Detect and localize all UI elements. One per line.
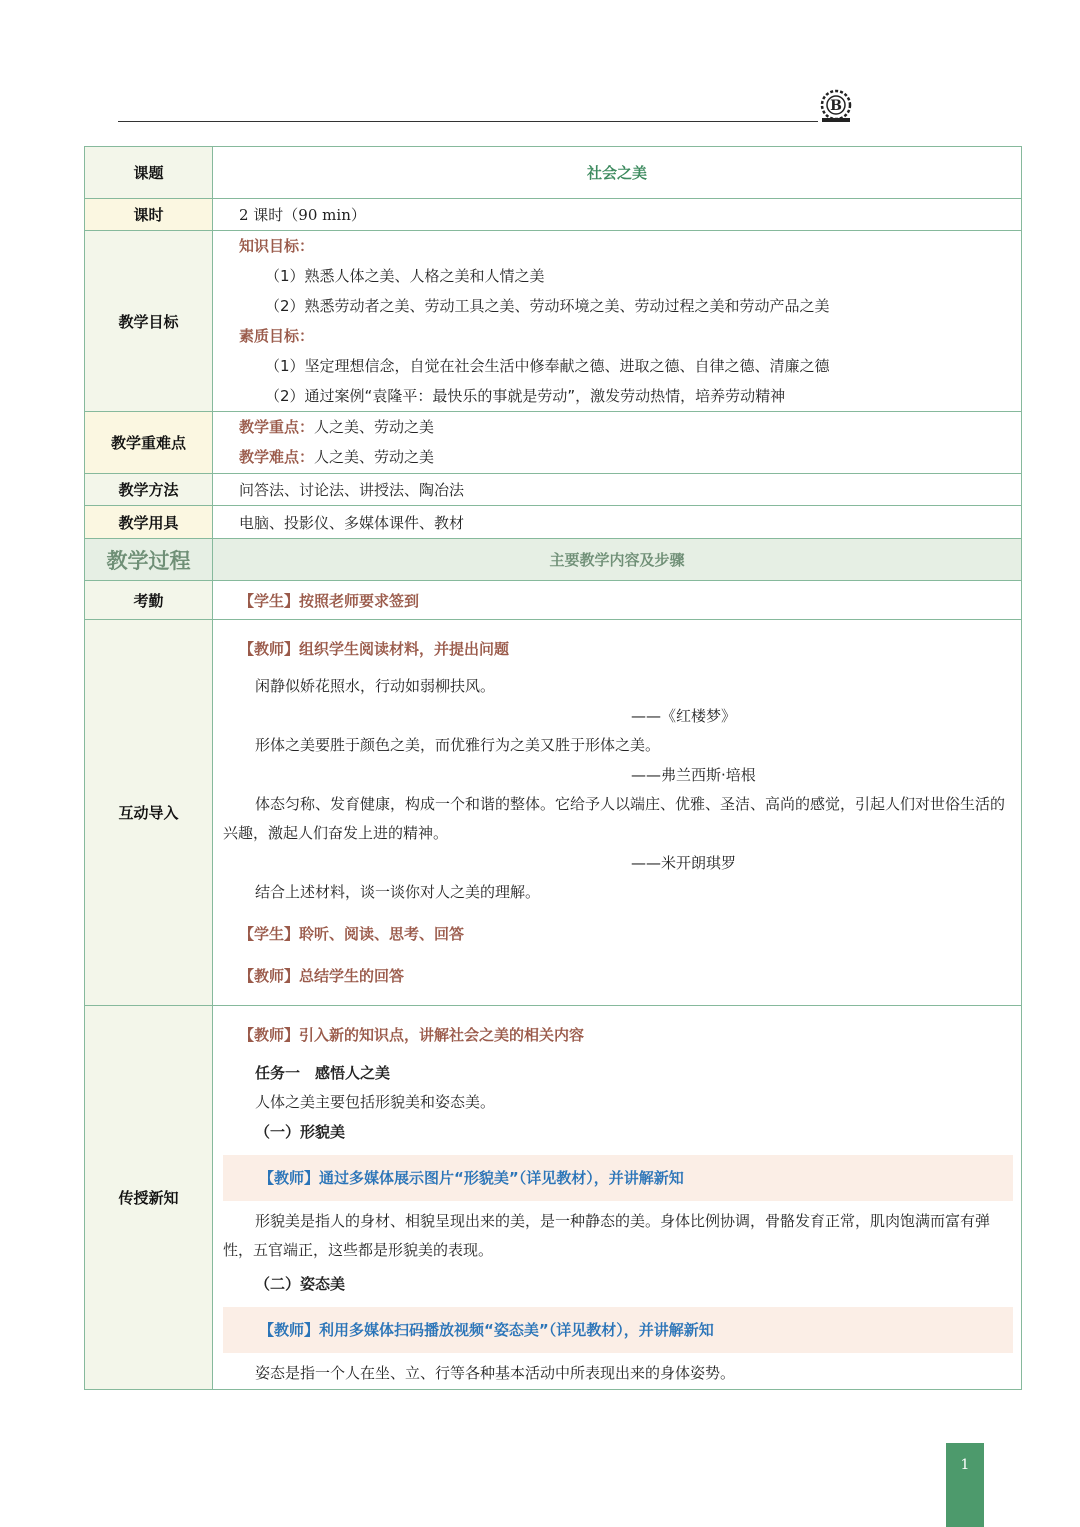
label-attendance: 考勤: [85, 581, 213, 620]
tools-value: 电脑、投影仪、多媒体课件、教材: [239, 513, 465, 532]
row-methods: [85, 474, 1022, 506]
svg-text:B: B: [830, 98, 842, 114]
knowledge-goal-title: 知识目标：: [239, 237, 315, 255]
process-header: 主要教学内容及步骤: [213, 539, 1022, 581]
knowledge-goal-2: （2）熟悉劳动者之美、劳动工具之美、劳动环境之美、劳动过程之美和劳动产品之美: [265, 297, 830, 315]
intro-teacher-1: 【教师】组织学生阅读材料，并提出问题: [239, 640, 510, 658]
row-hours: [85, 199, 1022, 231]
intro-source-2: ——弗兰西斯·培根: [631, 766, 756, 784]
row-goals: [85, 231, 1022, 412]
knowledge-goal-1: （1）熟悉人体之美、人格之美和人情之美: [265, 267, 545, 285]
intro-source-1: ——《红楼梦》: [631, 707, 737, 725]
row-tools: [85, 506, 1022, 539]
lesson-plan-table: [84, 146, 1022, 1390]
methods-value: 问答法、讨论法、讲授法、陶冶法: [239, 481, 465, 499]
page-number: 1: [946, 1443, 984, 1527]
intro-quote-1: 闲静似娇花照水，行动如弱柳扶风。: [255, 677, 496, 695]
intro-teacher-2: 【教师】总结学生的回答: [239, 967, 405, 985]
label-process: 教学过程: [85, 539, 213, 581]
new-teacher-1: 【教师】引入新的知识点，讲解社会之美的相关内容: [239, 1026, 585, 1044]
label-new-knowledge: 传授新知: [85, 1006, 213, 1390]
focus-value: 人之美、劳动之美: [314, 418, 435, 436]
row-topic: [85, 147, 1022, 199]
appearance-paragraph: 形貌美是指人的身材、相貌呈现出来的美，是一种静态的美。身体比例协调，骨骼发育正常，肌肉饱满而富有弹性，五官端正，这些都是形貌美的表现。: [223, 1212, 991, 1259]
header-rule: [118, 121, 818, 122]
quality-goal-2: （2）通过案例“袁隆平：最快乐的事就是劳动”，激发劳动热情，培养劳动精神: [265, 387, 786, 405]
posture-paragraph: 姿态是指一个人在坐、立、行等各种基本活动中所表现出来的身体姿势。: [255, 1364, 736, 1382]
task-title: 任务一 感悟人之美: [255, 1064, 391, 1082]
subtitle-appearance: （一）形貌美: [255, 1123, 346, 1141]
label-methods: 教学方法: [85, 474, 213, 506]
intro-question: 结合上述材料，谈一谈你对人之美的理解。: [255, 883, 541, 901]
intro-quote-3: 体态匀称、发育健康，构成一个和谐的整体。它给予人以端庄、优雅、圣洁、高尚的感觉，引起人们对世俗生活的兴趣，激起人们奋发上进的精神。: [223, 795, 1006, 842]
label-key-points: 教学重难点: [85, 412, 213, 474]
intro-source-3: ——米开朗琪罗: [631, 854, 737, 872]
row-process-header: [85, 539, 1022, 581]
row-attendance: [85, 581, 1022, 620]
row-key-points: [85, 412, 1022, 474]
lesson-title: 社会之美: [213, 147, 1022, 199]
teacher-banner-2: 【教师】利用多媒体扫码播放视频“姿态美”（详见教材），并讲解新知: [223, 1307, 1013, 1353]
hours-value: 2 课时（90 min）: [239, 206, 366, 224]
label-tools: 教学用具: [85, 506, 213, 539]
quality-goal-1: （1）坚定理想信念，自觉在社会生活中修奉献之德、进取之德、自律之德、清廉之德: [265, 357, 830, 375]
row-new-knowledge: [85, 1006, 1022, 1390]
row-intro: [85, 620, 1022, 1006]
focus-label: 教学重点：: [239, 418, 315, 436]
attendance-value: 【学生】按照老师要求签到: [239, 591, 420, 610]
difficulty-value: 人之美、劳动之美: [314, 448, 435, 466]
task-intro: 人体之美主要包括形貌美和姿态美。: [255, 1093, 496, 1111]
intro-quote-2: 形体之美要胜于颜色之美，而优雅行为之美又胜于形体之美。: [255, 736, 661, 754]
intro-student: 【学生】聆听、阅读、思考、回答: [239, 925, 465, 943]
publisher-logo-icon: [816, 88, 856, 124]
label-intro: 互动导入: [85, 620, 213, 1006]
subtitle-posture: （二）姿态美: [255, 1275, 346, 1293]
teacher-banner-1: 【教师】通过多媒体展示图片“形貌美”（详见教材），并讲解新知: [223, 1155, 1013, 1201]
difficulty-label: 教学难点：: [239, 448, 315, 466]
label-hours: 课时: [85, 199, 213, 231]
label-topic: 课题: [85, 147, 213, 199]
quality-goal-title: 素质目标：: [239, 327, 315, 345]
label-goals: 教学目标: [85, 231, 213, 412]
